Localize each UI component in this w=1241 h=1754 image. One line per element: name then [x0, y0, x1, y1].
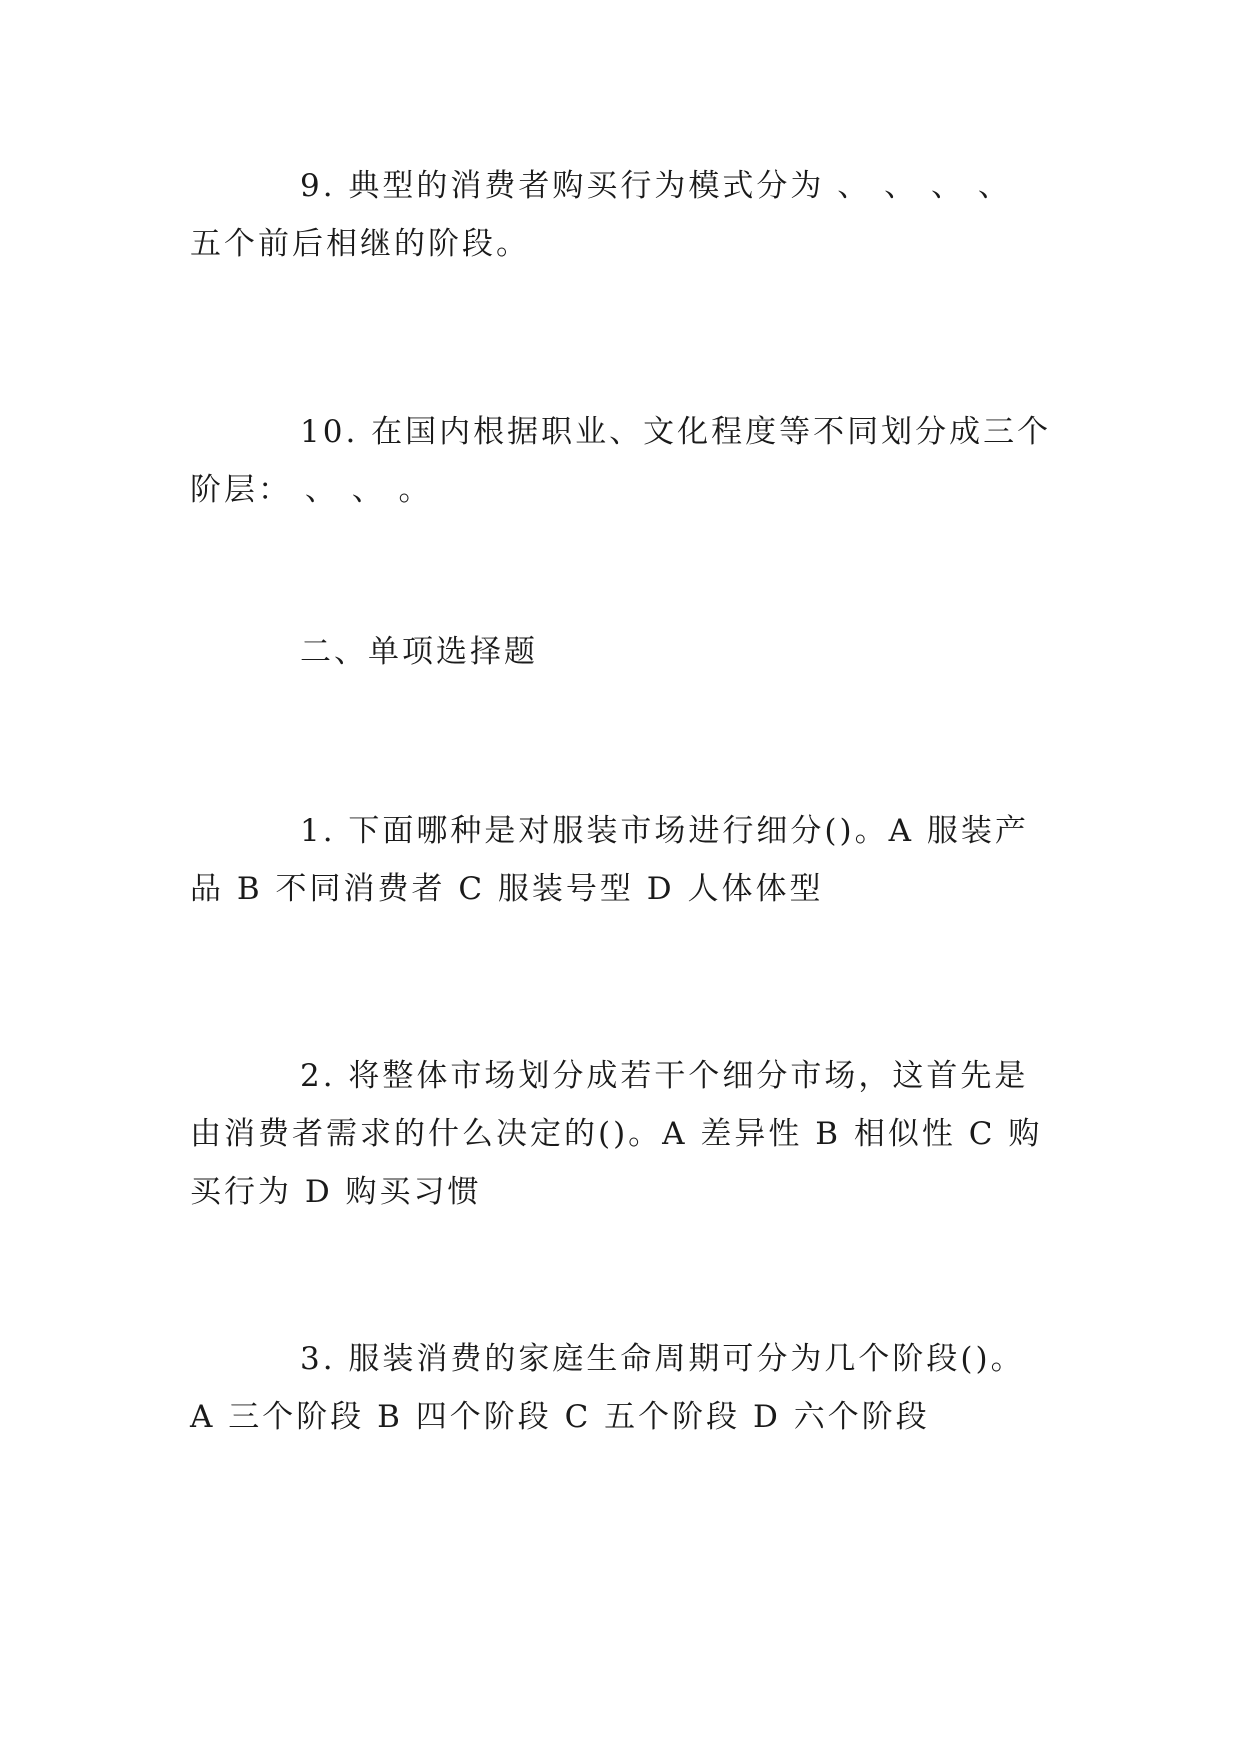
fill-in-question-10: 10. 在国内根据职业、文化程度等不同划分成三个阶层： 、 、 。	[190, 414, 1052, 508]
choice-question-1: 1. 下面哪种是对服装市场进行细分()。A 服装产品 B 不同消费者 C 服装号型 D 人体体型	[190, 813, 1029, 907]
choice-question-3: 3. 服装消费的家庭生命周期可分为几个阶段()。 A 三个阶段 B 四个阶段 C 五个阶段 D 六个阶段	[190, 1341, 1025, 1435]
choice-question-2: 2. 将整体市场划分成若干个细分市场，这首先是由消费者需求的什么决定的()。A 差异性 B 相似性 C 购买行为 D 购买习惯	[190, 1058, 1043, 1210]
fill-in-question-9: 9. 典型的消费者购买行为模式分为 、 、 、 、 五个前后相继的阶段。	[190, 168, 1012, 262]
section-heading-single-choice: 二、单项选择题	[300, 634, 538, 670]
